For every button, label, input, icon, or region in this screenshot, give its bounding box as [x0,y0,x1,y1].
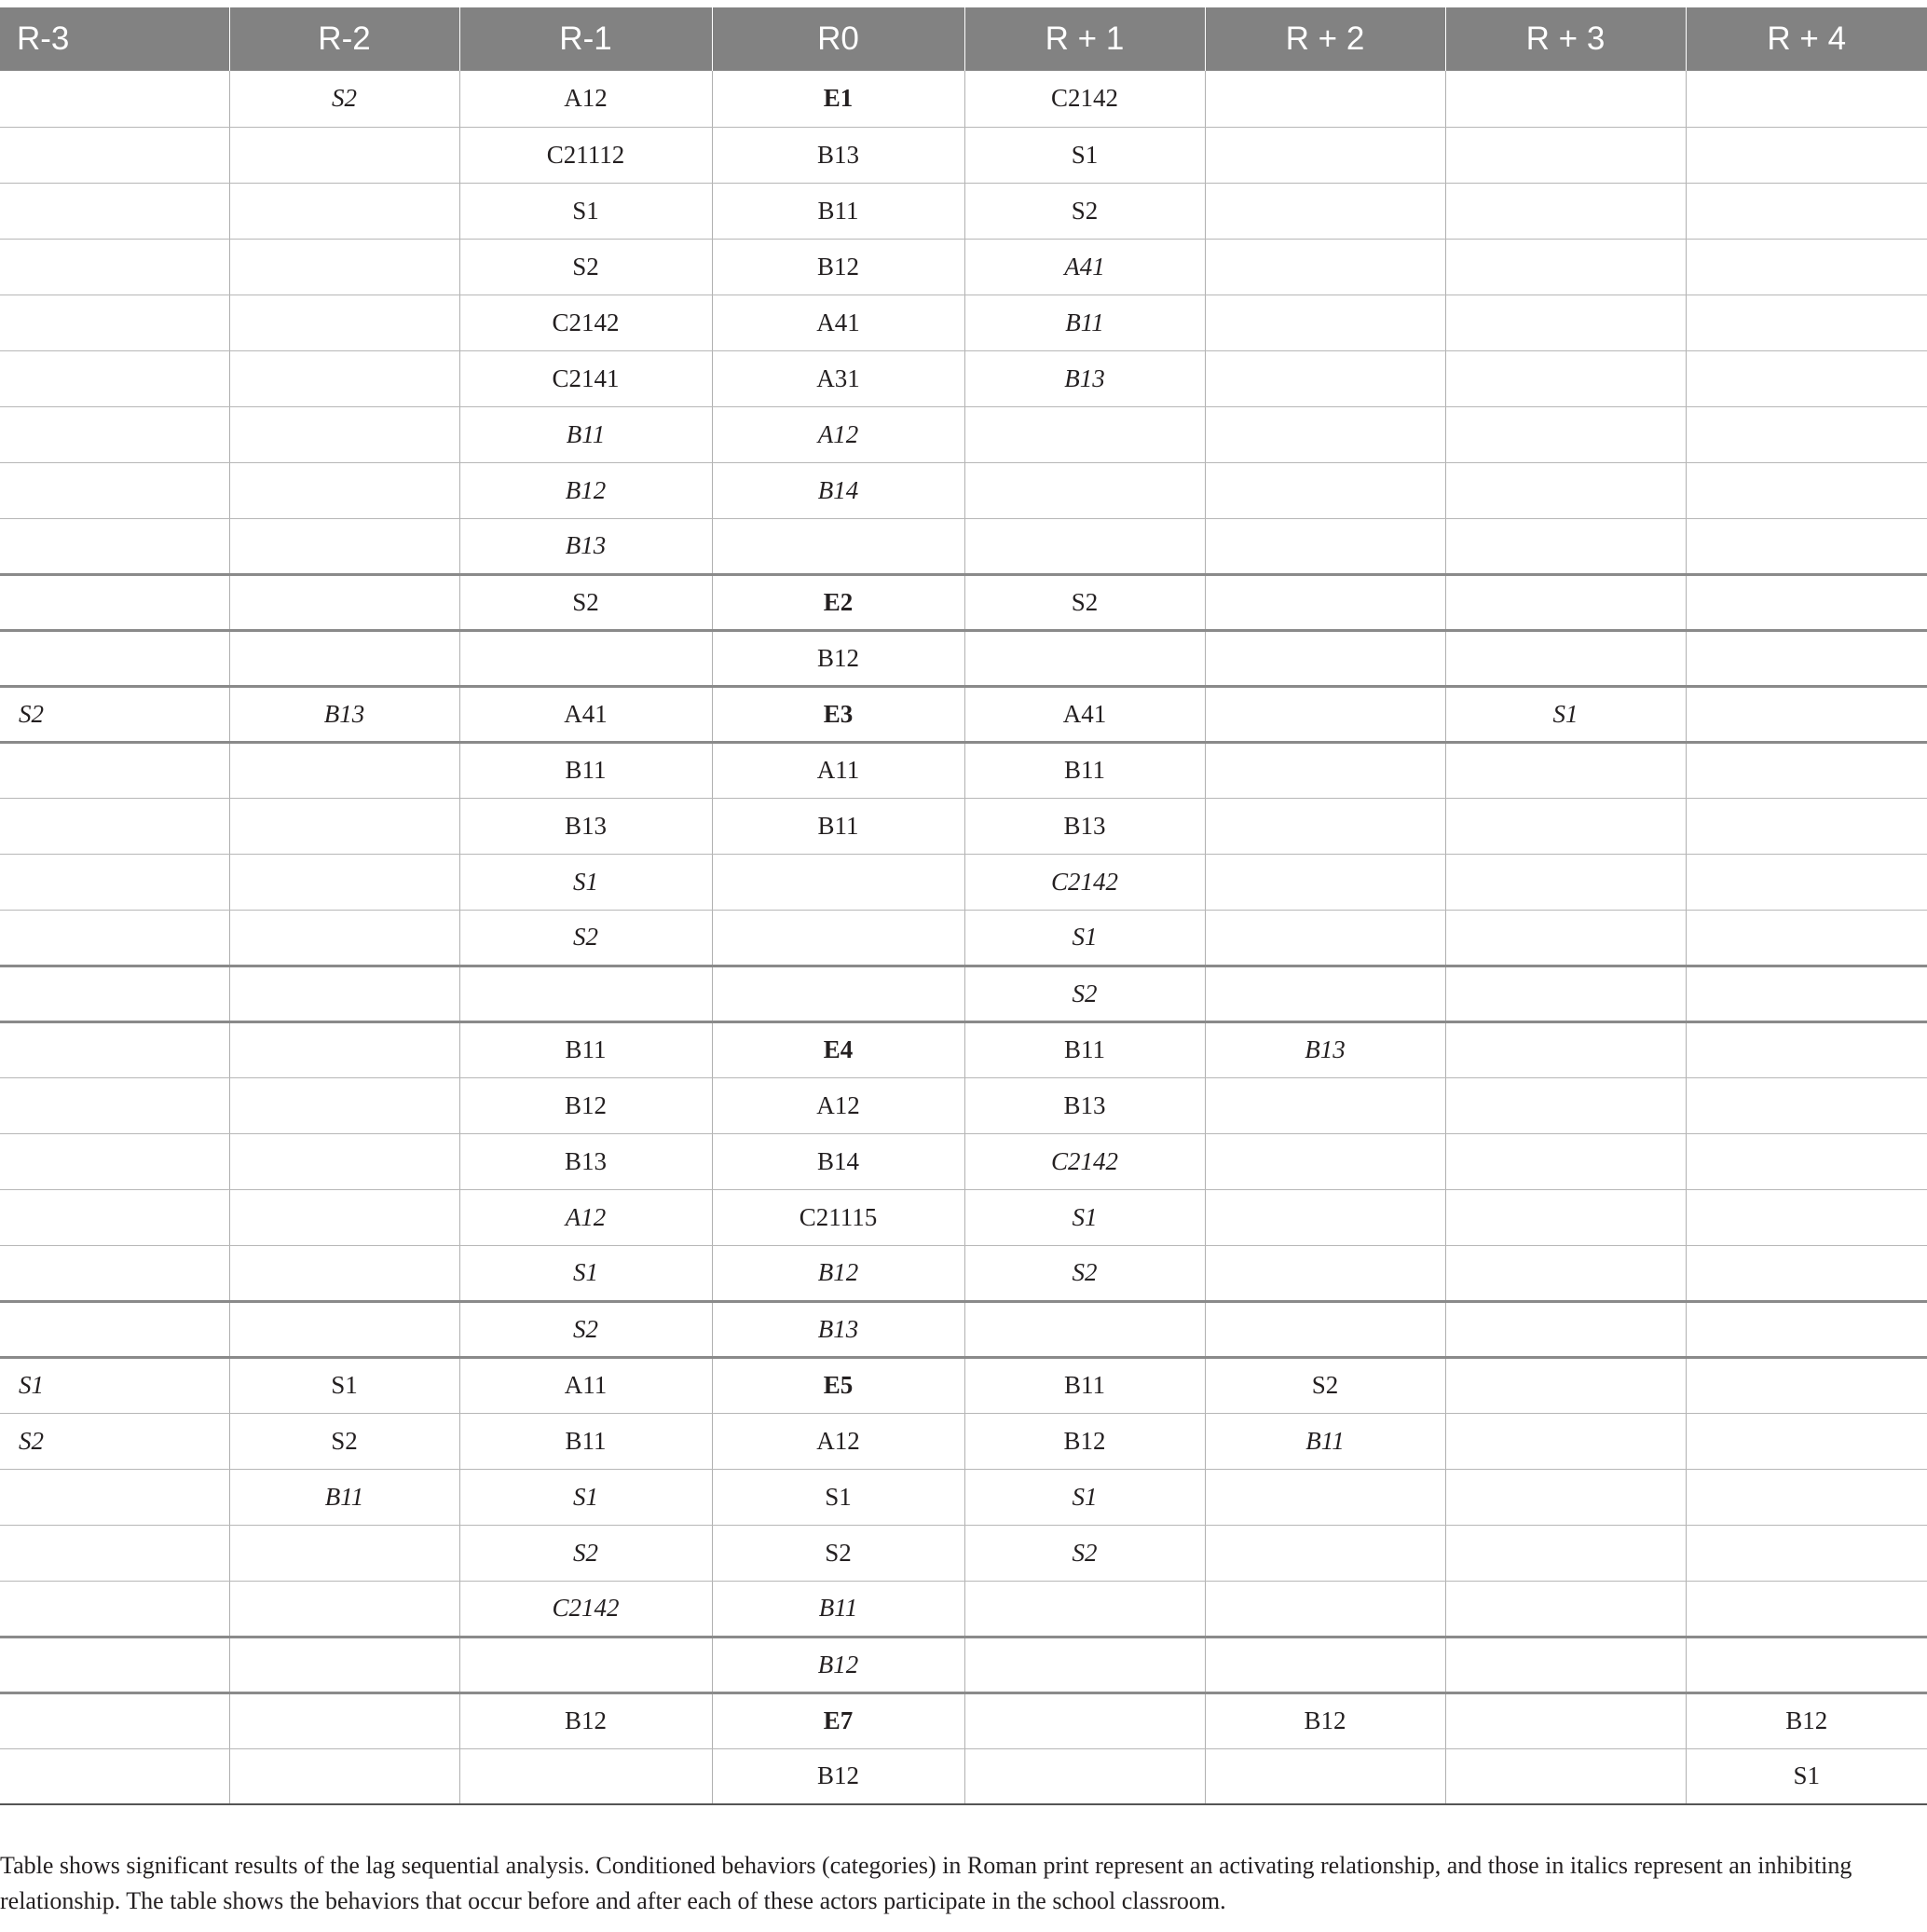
table-cell [0,127,229,183]
table-cell [229,1245,459,1301]
table-cell: C2142 [964,71,1205,127]
table-cell [229,1692,459,1748]
table-row [0,686,1927,742]
table-cell: S2 [964,966,1205,1021]
table-cell [229,406,459,462]
table-cell [1445,127,1686,183]
table-row [0,1525,1927,1581]
table-row [0,295,1927,350]
table-cell: S2 [1205,1357,1445,1413]
table-cell: S1 [459,854,712,910]
table-cell: C2142 [964,854,1205,910]
table-cell: B13 [964,798,1205,854]
table-cell: C2142 [459,295,712,350]
table-cell [712,966,964,1021]
table-cell: E3 [712,686,964,742]
table-cell [1205,462,1445,518]
table-cell: S2 [964,183,1205,239]
table-cell [964,462,1205,518]
table-cell [229,966,459,1021]
table-cell [1445,1413,1686,1469]
table-cell: S2 [964,574,1205,630]
table-cell: B11 [229,1469,459,1525]
table-cell [1445,910,1686,966]
table-cell [1205,183,1445,239]
table-cell [0,239,229,295]
table-cell: E4 [712,1021,964,1077]
table-cell [0,1021,229,1077]
table-cell [1445,1581,1686,1637]
table-cell: C21115 [712,1189,964,1245]
table-cell [229,462,459,518]
table-cell: B12 [459,1077,712,1133]
column-header: R0 [712,7,964,71]
table-cell [1205,127,1445,183]
table-cell [459,630,712,686]
table-cell [1686,1637,1927,1692]
table-cell [0,406,229,462]
table-cell [0,966,229,1021]
table-cell: B11 [712,1581,964,1637]
table-cell [229,910,459,966]
table-cell: S2 [459,574,712,630]
table-cell: S2 [229,1413,459,1469]
table-cell: A41 [964,239,1205,295]
column-header: R-1 [459,7,712,71]
table-row [0,574,1927,630]
table-cell [1686,630,1927,686]
table-cell [0,1469,229,1525]
table-cell: B13 [459,798,712,854]
table-row [0,1245,1927,1301]
table-row [0,798,1927,854]
table-row [0,127,1927,183]
table-cell: A41 [712,295,964,350]
table-cell: B11 [964,742,1205,798]
table-cell [0,295,229,350]
table-cell [1686,854,1927,910]
table-cell [0,518,229,574]
table-cell [0,1133,229,1189]
table-cell [712,518,964,574]
table-cell [229,1637,459,1692]
table-row [0,854,1927,910]
table-cell [1686,1525,1927,1581]
table-cell [1445,1637,1686,1692]
table-cell: B13 [964,350,1205,406]
table-cell: A11 [459,1357,712,1413]
table-cell: B12 [1686,1692,1927,1748]
table-cell: B13 [712,1301,964,1357]
table-cell [1686,966,1927,1021]
table-cell [964,1692,1205,1748]
table-cell: B12 [712,1245,964,1301]
table-row [0,71,1927,127]
table-cell [1205,1245,1445,1301]
table-cell [1445,406,1686,462]
table-body [0,71,1927,1804]
table-cell [229,239,459,295]
table-cell [1445,742,1686,798]
table-cell: A12 [712,1077,964,1133]
table-cell [0,1692,229,1748]
table-cell [229,1021,459,1077]
table-row [0,1469,1927,1525]
table-row [0,910,1927,966]
table-cell: S1 [1686,1748,1927,1804]
table-cell: A31 [712,350,964,406]
table-cell [1205,1581,1445,1637]
table-cell: B12 [964,1413,1205,1469]
table-cell [1205,686,1445,742]
table-cell [712,854,964,910]
table-cell: S2 [0,1413,229,1469]
table-cell [712,910,964,966]
table-cell [1686,1413,1927,1469]
table-cell: B13 [712,127,964,183]
table-cell [229,295,459,350]
table-cell: B13 [1205,1021,1445,1077]
table-cell: A12 [459,1189,712,1245]
table-cell: S1 [229,1357,459,1413]
table-cell: S1 [1445,686,1686,742]
table-cell [0,854,229,910]
table-cell [1686,127,1927,183]
table-cell: S1 [964,1469,1205,1525]
table-cell [229,742,459,798]
table-cell [1686,574,1927,630]
table-cell: B12 [459,1692,712,1748]
table-cell [0,1077,229,1133]
table-cell [0,1637,229,1692]
table-cell [1686,686,1927,742]
table-cell [0,462,229,518]
table-cell: E7 [712,1692,964,1748]
column-header: R-2 [229,7,459,71]
table-row [0,183,1927,239]
table-cell [1445,1021,1686,1077]
table-cell [229,183,459,239]
table-row [0,742,1927,798]
table-cell [229,1133,459,1189]
table-cell [1205,1133,1445,1189]
table-cell [964,518,1205,574]
table-cell [1686,1245,1927,1301]
table-cell [0,1245,229,1301]
table-cell: S2 [459,910,712,966]
table-cell [1445,1189,1686,1245]
table-cell: B13 [459,518,712,574]
table-cell: S2 [0,686,229,742]
table-cell [1686,406,1927,462]
table-cell [1686,183,1927,239]
table-cell [964,406,1205,462]
table-cell: S1 [0,1357,229,1413]
table-cell [229,350,459,406]
table-row [0,1692,1927,1748]
table-cell [229,1077,459,1133]
table-cell [229,127,459,183]
table-cell: S2 [459,239,712,295]
table-row [0,1748,1927,1804]
table-cell: E2 [712,574,964,630]
table-cell [1445,1525,1686,1581]
table-cell [0,742,229,798]
table-cell [1445,295,1686,350]
table-cell [1445,518,1686,574]
table-row [0,1189,1927,1245]
table-cell [1445,1692,1686,1748]
table-cell [1205,854,1445,910]
table-cell: S2 [459,1525,712,1581]
table-row [0,1413,1927,1469]
table-cell: B12 [712,1748,964,1804]
table-cell [1205,1525,1445,1581]
table-cell: B11 [964,1357,1205,1413]
table-cell [1205,1469,1445,1525]
table-cell [229,630,459,686]
column-header: R + 2 [1205,7,1445,71]
table-cell [1686,1077,1927,1133]
table-cell [1686,1581,1927,1637]
table-row [0,630,1927,686]
table-cell [1205,406,1445,462]
table-cell [1205,798,1445,854]
table-cell [1205,630,1445,686]
table-cell [0,1189,229,1245]
table-cell [0,183,229,239]
table-cell [1686,239,1927,295]
table-cell: A12 [712,1413,964,1469]
table-cell: C2142 [459,1581,712,1637]
table-row [0,966,1927,1021]
table-cell [1445,1133,1686,1189]
table-cell [1205,1748,1445,1804]
table-cell [1205,742,1445,798]
table-cell [229,1301,459,1357]
table-cell: S2 [964,1245,1205,1301]
table-cell: C2142 [964,1133,1205,1189]
table-cell: S1 [459,1469,712,1525]
table-cell [229,1581,459,1637]
table-cell: S1 [712,1469,964,1525]
table-cell: E5 [712,1357,964,1413]
table-cell: B11 [712,798,964,854]
table-cell: A11 [712,742,964,798]
table-cell [0,71,229,127]
table-cell: B12 [712,1637,964,1692]
table-cell [1686,1189,1927,1245]
table-cell [1445,854,1686,910]
table-row [0,239,1927,295]
table-cell [1445,1469,1686,1525]
table-cell [1686,350,1927,406]
table-cell [1686,518,1927,574]
column-header: R-3 [0,7,229,71]
table-cell: S2 [964,1525,1205,1581]
table-cell: B11 [712,183,964,239]
table-cell [1686,295,1927,350]
table-cell [964,1581,1205,1637]
table-cell [1205,350,1445,406]
table-row [0,1637,1927,1692]
table-row [0,1133,1927,1189]
table-cell [1686,742,1927,798]
column-header: R + 4 [1686,7,1927,71]
table-row [0,1581,1927,1637]
table-cell [1686,1357,1927,1413]
table-cell: A41 [459,686,712,742]
table-cell [1445,1748,1686,1804]
table-cell [229,1525,459,1581]
table-row [0,1301,1927,1357]
table-row [0,462,1927,518]
table-cell: B12 [1205,1692,1445,1748]
table-cell: B12 [712,239,964,295]
table-cell: A12 [459,71,712,127]
table-row [0,1077,1927,1133]
table-cell: B11 [1205,1413,1445,1469]
table-cell [964,630,1205,686]
table-cell: A41 [964,686,1205,742]
table-cell [0,630,229,686]
table-cell [1445,71,1686,127]
table-cell [1205,295,1445,350]
table-header [0,7,1927,71]
table-cell: B11 [964,1021,1205,1077]
table-row [0,518,1927,574]
table-cell: S2 [459,1301,712,1357]
table-cell [1445,574,1686,630]
table-cell [1686,910,1927,966]
column-header: R + 1 [964,7,1205,71]
table-cell [964,1748,1205,1804]
table-cell [0,1748,229,1804]
table-row [0,406,1927,462]
table-cell: B14 [712,462,964,518]
table-cell: C21112 [459,127,712,183]
table-cell: S1 [964,910,1205,966]
table-cell [229,1189,459,1245]
table-cell [1205,239,1445,295]
table-cell: B13 [229,686,459,742]
table-cell [229,798,459,854]
table-cell [229,854,459,910]
table-cell [0,1581,229,1637]
table-row [0,350,1927,406]
table-row [0,1357,1927,1413]
table-cell: A12 [712,406,964,462]
table-cell: S1 [459,183,712,239]
table-cell [1445,183,1686,239]
table-cell [1686,1469,1927,1525]
table-cell [1686,1021,1927,1077]
table-cell [0,910,229,966]
table-cell: B11 [459,742,712,798]
table-cell [1205,1301,1445,1357]
table-cell: S2 [229,71,459,127]
table-cell [229,574,459,630]
table-cell: S1 [964,127,1205,183]
table-cell [459,1637,712,1692]
table-cell: C2141 [459,350,712,406]
table-cell [0,1301,229,1357]
table-cell [1445,239,1686,295]
table-cell: B11 [459,1021,712,1077]
table-cell [1686,71,1927,127]
table-cell [1686,462,1927,518]
table-cell [1205,1077,1445,1133]
column-header: R + 3 [1445,7,1686,71]
table-cell [459,1748,712,1804]
table-cell [1445,1301,1686,1357]
table-cell: B11 [459,1413,712,1469]
table-cell [1686,798,1927,854]
table-cell [1205,1637,1445,1692]
lag-sequential-table [0,7,1927,1805]
table-cell: B11 [964,295,1205,350]
table-cell [1445,1077,1686,1133]
table-cell [1205,71,1445,127]
table-cell [964,1637,1205,1692]
table-cell [0,1525,229,1581]
table-cell [1205,910,1445,966]
table-cell [1205,966,1445,1021]
table-cell [0,350,229,406]
table-cell: S1 [459,1245,712,1301]
table-cell: B13 [964,1077,1205,1133]
table-cell: B14 [712,1133,964,1189]
table-cell [459,966,712,1021]
table-cell: B11 [459,406,712,462]
table-cell [1205,518,1445,574]
table-cell: B12 [459,462,712,518]
table-cell [1445,462,1686,518]
table-row [0,1021,1927,1077]
table-cell [1445,966,1686,1021]
table-cell [1445,798,1686,854]
table-cell [1445,630,1686,686]
table-cell [964,1301,1205,1357]
table-cell [229,1748,459,1804]
table-cell [1686,1133,1927,1189]
table-cell [1205,1189,1445,1245]
table-footnote: Table shows significant results of the lag sequential analysis. Conditioned behaviors (categories) in Roman print represent an activating relationship, and those in italics represent an inhibiting relationship. The table shows the behaviors that occur before and after each of these actors participate in the school classroom. [0,1852,1852,1914]
table-cell [0,574,229,630]
table-cell: B12 [712,630,964,686]
table-cell: S1 [964,1189,1205,1245]
table-cell: B13 [459,1133,712,1189]
table-cell [1686,1301,1927,1357]
table-cell: S2 [712,1525,964,1581]
table-cell [229,518,459,574]
table-cell: E1 [712,71,964,127]
table-cell [1445,350,1686,406]
table-cell [0,798,229,854]
header-row [0,7,1927,71]
table-cell [1445,1245,1686,1301]
table-cell [1445,1357,1686,1413]
table-cell [1205,574,1445,630]
